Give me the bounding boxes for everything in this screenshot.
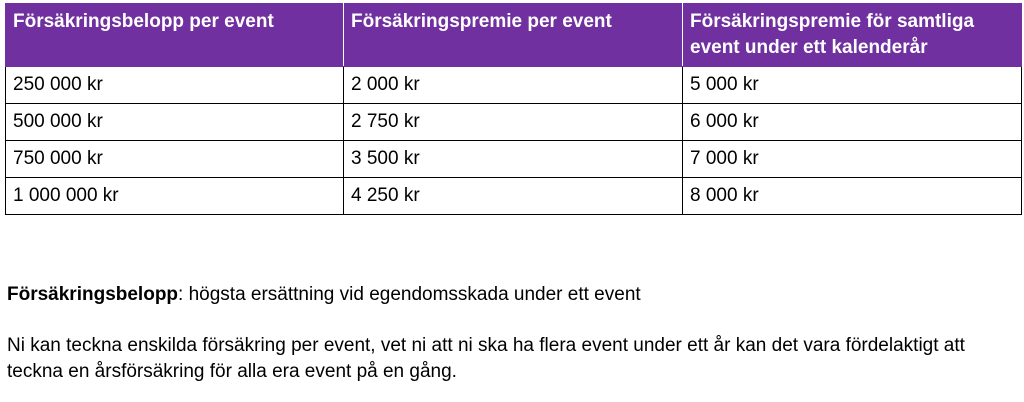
header-premium-all-events-year: Försäkringspremie för samtliga event under ett kalenderår [683, 4, 1022, 67]
table-row [6, 178, 1022, 215]
cell-premium-all-events: 5 000 kr [683, 67, 1022, 104]
cell-premium-all-events: 7 000 kr [683, 141, 1022, 178]
definition-line [7, 282, 1017, 308]
table-header-row [6, 4, 1022, 67]
insurance-price-table [5, 3, 1022, 215]
cell-insurance-amount: 500 000 kr [6, 104, 344, 141]
header-insurance-amount: Försäkringsbelopp per event [6, 4, 344, 67]
table-row [6, 104, 1022, 141]
definition-text: : högsta ersättning vid egendomsskada under ett event [178, 284, 641, 305]
cell-premium-per-event: 2 750 kr [344, 104, 683, 141]
cell-premium-all-events: 6 000 kr [683, 104, 1022, 141]
cell-premium-per-event: 3 500 kr [344, 141, 683, 178]
notes-section [7, 282, 1017, 385]
cell-insurance-amount: 250 000 kr [6, 67, 344, 104]
cell-premium-per-event: 2 000 kr [344, 67, 683, 104]
cell-premium-all-events: 8 000 kr [683, 178, 1022, 215]
cell-premium-per-event: 4 250 kr [344, 178, 683, 215]
cell-insurance-amount: 1 000 000 kr [6, 178, 344, 215]
table-row [6, 67, 1022, 104]
definition-term: Försäkringsbelopp [7, 284, 179, 305]
cell-insurance-amount: 750 000 kr [6, 141, 344, 178]
info-paragraph: Ni kan teckna enskilda försäkring per event, vet ni att ni ska ha flera event under ett år kan det vara fördelaktigt att teckna en årsförsäkring för alla era event på en gång. [7, 335, 965, 382]
header-premium-per-event: Försäkringspremie per event [344, 4, 683, 67]
table-row [6, 141, 1022, 178]
